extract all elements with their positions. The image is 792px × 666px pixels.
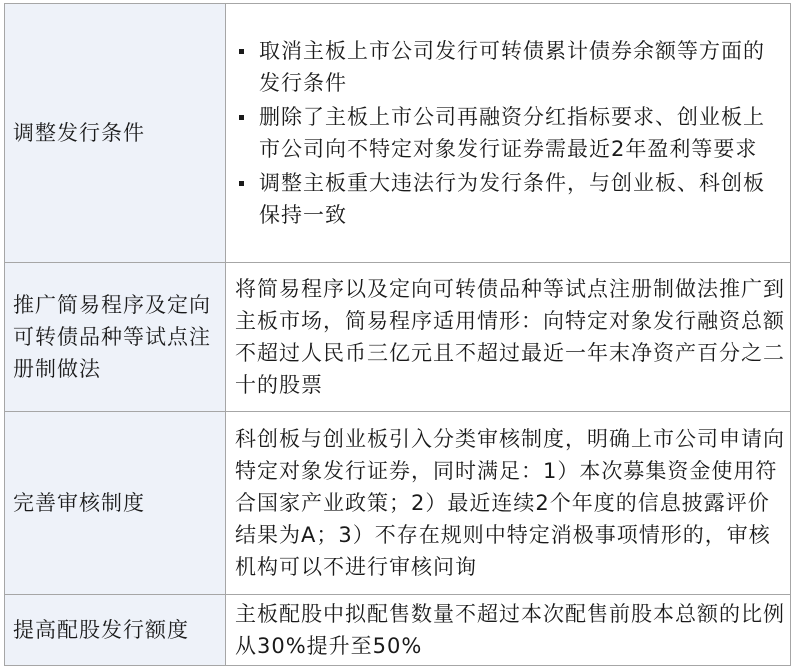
row-content: 主板配股中拟配售数量不超过本次配售前股本总额的比例从30%提升至50% <box>226 595 791 666</box>
bullet-item: 取消主板上市公司发行可转债累计债券余额等方面的发行条件 <box>235 35 786 99</box>
policy-table <box>4 3 791 666</box>
row-content: 将简易程序以及定向可转债品种等试点注册制做法推广到主板市场，简易程序适用情形：向特定对象发行融资总额不超过人民币三亿元且不超过最近一年末净资产百分之二十的股票 <box>226 263 791 412</box>
table-row <box>5 412 791 595</box>
bullet-item: 删除了主板上市公司再融资分红指标要求、创业板上市公司向不特定对象发行证券需最近2年盈利等要求 <box>235 101 786 165</box>
row-label: 推广简易程序及定向可转债品种等试点注册制做法 <box>5 263 226 412</box>
table-row <box>5 4 791 263</box>
table-row <box>5 263 791 412</box>
bullet-item: 调整主板重大违法行为发行条件，与创业板、科创板保持一致 <box>235 167 786 231</box>
row-label: 提高配股发行额度 <box>5 595 226 666</box>
row-content: 科创板与创业板引入分类审核制度，明确上市公司申请向特定对象发行证券，同时满足：1）本次募集资金使用符合国家产业政策；2）最近连续2个年度的信息披露评价结果为A；3）不存在规则中特定消极事项情形的，审核机构可以不进行审核问询 <box>226 412 791 595</box>
table-row <box>5 595 791 666</box>
bullet-list <box>235 35 786 231</box>
row-label: 完善审核制度 <box>5 412 226 595</box>
row-content <box>226 4 791 263</box>
row-label: 调整发行条件 <box>5 4 226 263</box>
